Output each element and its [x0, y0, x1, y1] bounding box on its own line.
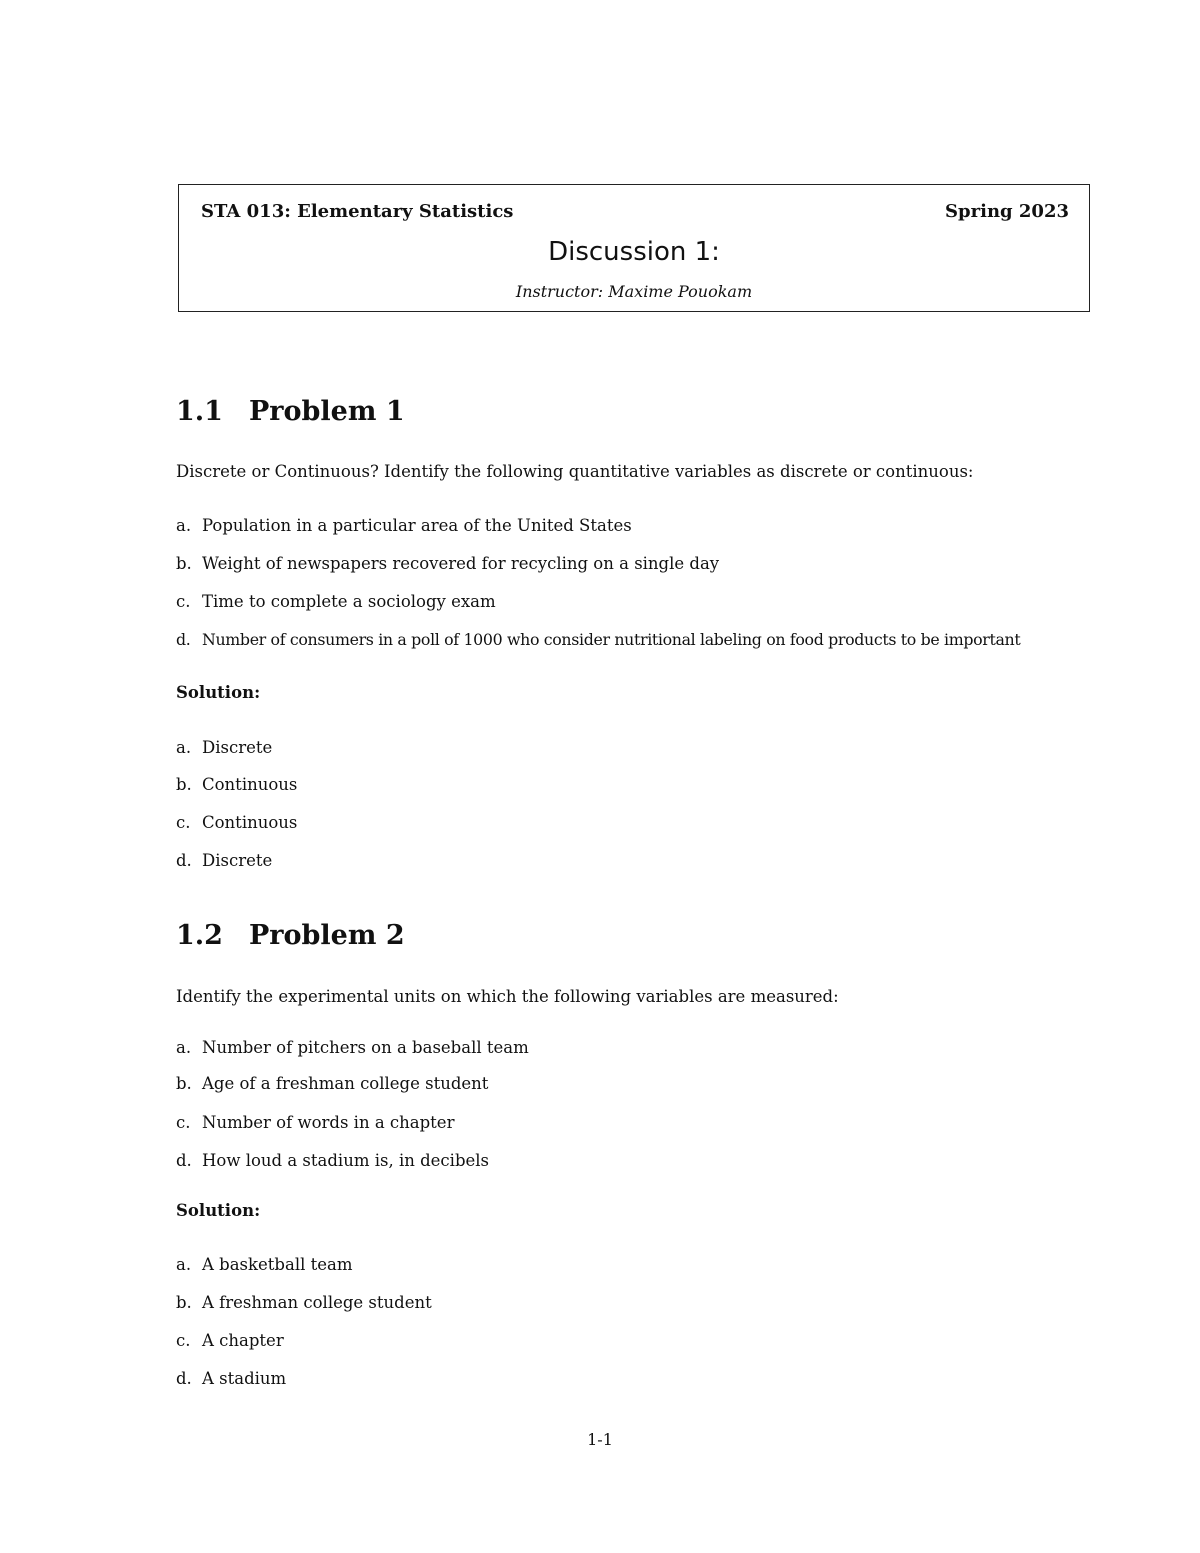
list-item-text: Continuous	[202, 775, 298, 794]
list-item-text: Population in a particular area of the United States	[202, 516, 632, 535]
solution-label: Solution:	[176, 683, 261, 702]
list-item	[176, 554, 719, 573]
list-item-text: Continuous	[202, 813, 298, 832]
list-item-text: How loud a stadium is, in decibels	[202, 1151, 490, 1170]
list-item	[176, 630, 1020, 649]
list-marker: a.	[176, 1255, 192, 1274]
list-item	[176, 1331, 284, 1350]
list-item	[176, 1151, 489, 1170]
section-number: 1.1	[176, 396, 223, 427]
list-marker: c.	[176, 813, 191, 832]
list-item	[176, 813, 297, 832]
list-marker: d.	[176, 1151, 192, 1170]
list-marker: d.	[176, 851, 192, 870]
list-item-text: Discrete	[202, 738, 273, 757]
section-title: Problem 2	[249, 920, 405, 951]
section-title: Problem 1	[249, 396, 405, 427]
list-item-text: A freshman college student	[202, 1293, 432, 1312]
list-marker: b.	[176, 1293, 192, 1312]
page-number: 1-1	[587, 1430, 613, 1449]
course-name: STA 013: Elementary Statistics	[201, 201, 514, 222]
list-item	[176, 592, 496, 611]
list-marker: a.	[176, 1038, 192, 1057]
list-item	[176, 1369, 286, 1388]
list-item	[176, 738, 272, 757]
list-marker: d.	[176, 1369, 192, 1388]
section-heading-problem-2	[176, 920, 405, 951]
section-number: 1.2	[176, 920, 223, 951]
list-item-text: Weight of newspapers recovered for recycling on a single day	[202, 554, 720, 573]
instructor-line: Instructor: Maxime Pouokam	[515, 282, 753, 301]
problem-2-prompt: Identify the experimental units on which the following variables are measured:	[176, 987, 839, 1006]
list-item-text: Number of consumers in a poll of 1000 who consider nutritional labeling on food products to be important	[202, 630, 1021, 649]
list-item-text: Number of words in a chapter	[202, 1113, 455, 1132]
header-box	[178, 184, 1090, 312]
list-marker: c.	[176, 1331, 191, 1350]
page-title: Discussion 1:	[548, 237, 720, 267]
list-item	[176, 1038, 529, 1057]
list-item	[176, 1255, 353, 1274]
list-marker: b.	[176, 554, 192, 573]
list-item	[176, 851, 272, 870]
list-marker: d.	[176, 630, 191, 649]
section-heading-problem-1	[176, 396, 405, 427]
list-item-text: Age of a freshman college student	[202, 1074, 489, 1093]
list-item-text: A stadium	[202, 1369, 287, 1388]
list-marker: a.	[176, 516, 192, 535]
list-item-text: A chapter	[202, 1331, 284, 1350]
list-item	[176, 1074, 488, 1093]
list-item-text: Number of pitchers on a baseball team	[202, 1038, 529, 1057]
list-marker: a.	[176, 738, 192, 757]
list-item	[176, 775, 297, 794]
term-label: Spring 2023	[945, 201, 1069, 222]
list-item	[176, 1113, 454, 1132]
list-item-text: Discrete	[202, 851, 273, 870]
list-item	[176, 1293, 432, 1312]
list-item	[176, 516, 632, 535]
problem-1-prompt: Discrete or Continuous? Identify the following quantitative variables as discrete or continuous:	[176, 462, 974, 481]
list-marker: b.	[176, 1074, 192, 1093]
list-item-text: Time to complete a sociology exam	[202, 592, 496, 611]
list-marker: c.	[176, 1113, 191, 1132]
solution-label: Solution:	[176, 1201, 261, 1220]
list-item-text: A basketball team	[202, 1255, 353, 1274]
list-marker: c.	[176, 592, 191, 611]
list-marker: b.	[176, 775, 192, 794]
